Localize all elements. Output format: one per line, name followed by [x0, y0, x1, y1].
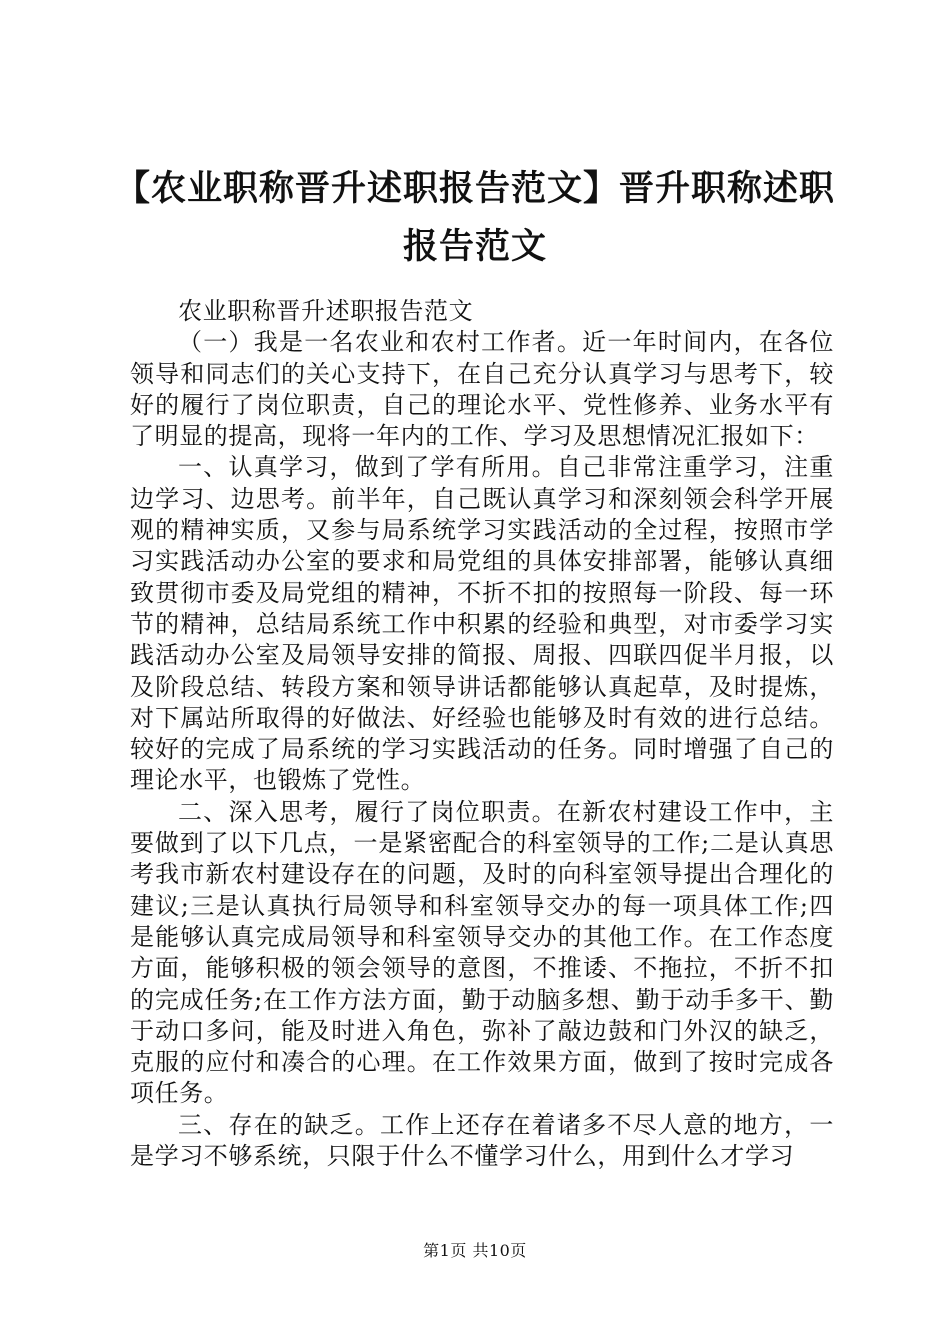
intro-paragraph: （一）我是一名农业和农村工作者。近一年时间内，在各位领导和同志们的关心支持下，在自己充分认真学习与思考下，较好的履行了岗位职责，自己的理论水平、党性修养、业务水平有了明显的提高，现将一年内的工作、学习及思想情况汇报如下： [130, 328, 834, 451]
section-three-paragraph: 三、存在的缺乏。工作上还存在着诸多不尽人意的地方，一是学习不够系统，只限于什么不懂学习什么，用到什么才学习 [130, 1110, 834, 1171]
subtitle-paragraph: 农业职称晋升述职报告范文 [178, 297, 474, 325]
section-two-paragraph: 二、深入思考，履行了岗位职责。在新农村建设工作中，主要做到了以下几点，一是紧密配合的科室领导的工作;二是认真思考我市新农村建设存在的问题，及时的向科室领导提出合理化的建议;三是认真执行局领导和科室领导交办的每一项具体工作;四是能够认真完成局领导和科室领导交办的其他工作。在工作态度方面，能够积极的领会领导的意图，不推诿、不拖拉，不折不扣的完成任务;在工作方法方面，勤于动脑多想、勤于动手多干、勤于动口多问，能及时进入角色，弥补了敲边鼓和门外汉的缺乏，克服的应付和凑合的心理。在工作效果方面，做到了按时完成各项任务。 [130, 797, 834, 1108]
document-body [130, 296, 834, 1172]
document-title: 【农业职称晋升述职报告范文】晋升职称述职报告范文 [114, 168, 835, 267]
section-one-paragraph: 一、认真学习，做到了学有所用。自己非常注重学习，注重边学习、边思考。前半年，自己既认真学习和深刻领会科学开展观的精神实质，又参与局系统学习实践活动的全过程，按照市学习实践活动办公室的要求和局党组的具体安排部署，能够认真细致贯彻市委及局党组的精神，不折不扣的按照每一阶段、每一环节的精神，总结局系统工作中积累的经验和典型，对市委学习实践活动办公室及局领导安排的简报、周报、四联四促半月报，以及阶段总结、转段方案和领导讲话都能够认真起草，及时提炼，对下属站所取得的好做法、好经验也能够及时有效的进行总结。较好的完成了局系统的学习实践活动的任务。同时增强了自己的理论水平，也锻炼了党性。 [130, 453, 834, 795]
page-number-footer: 第1页 共10页 [423, 1241, 527, 1260]
